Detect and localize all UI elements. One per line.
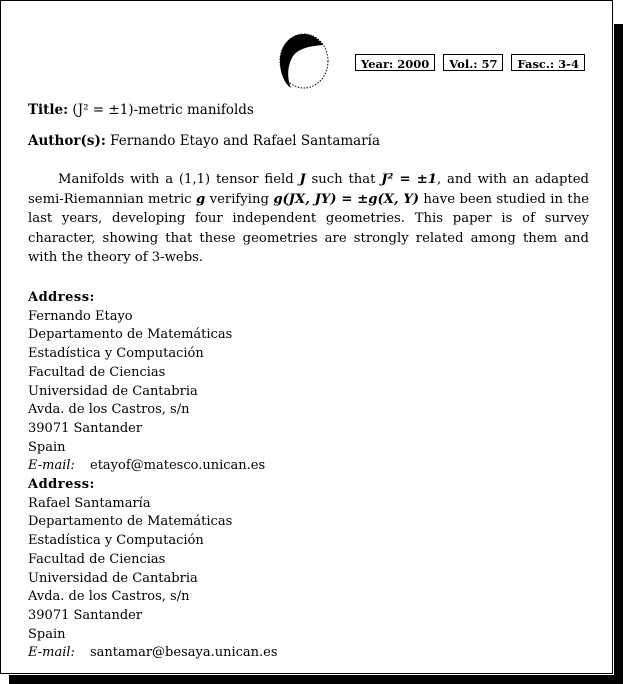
email-label: E-mail: (28, 458, 75, 474)
address-line: Spain (28, 626, 66, 642)
math-formula: g(JX, JY) = ±g(X, Y) (273, 191, 420, 207)
math-J-squared: J² = ±1 (381, 172, 437, 187)
page-shadow-bottom (9, 675, 623, 684)
abstract-text: Manifolds with a (1,1) tensor field (58, 172, 300, 187)
abstract-text: , and with an adapted semi-Riemannian metric (28, 172, 589, 207)
address-heading: Address: (28, 477, 95, 492)
issue-badges (355, 54, 585, 71)
abstract-text: such that (305, 172, 382, 187)
address-heading: Address: (28, 290, 95, 305)
article-title (28, 102, 254, 118)
title-label: Title: (28, 102, 69, 118)
volume-badge: Vol.: 57 (443, 54, 503, 71)
address-line: Departamento de Matemáticas (28, 514, 233, 530)
math-g: g (195, 191, 206, 207)
title-text: (J² = ±1)-metric manifolds (72, 102, 254, 118)
address-line: 39071 Santander (28, 607, 143, 623)
email-row (28, 457, 265, 476)
year-badge: Year: 2000 (355, 54, 435, 71)
address-line: Rafael Santamaría (28, 495, 151, 511)
math-J: J (299, 172, 306, 187)
address-line: Facultad de Ciencias (28, 551, 166, 567)
email-address[interactable]: etayof@matesco.unican.es (90, 458, 266, 474)
address-line: Universidad de Cantabria (28, 570, 198, 586)
journal-logo-icon (277, 32, 331, 90)
address-line: Departamento de Matemáticas (28, 327, 233, 343)
authors-label: Author(s): (28, 133, 106, 149)
address-line: Facultad de Ciencias (28, 364, 166, 380)
article-authors (28, 133, 380, 149)
fascicle-badge: Fasc.: 3-4 (511, 54, 585, 71)
address-block (28, 476, 278, 663)
address-line: 39071 Santander (28, 420, 143, 436)
address-line: Spain (28, 439, 66, 455)
abstract-text: verifying (205, 191, 274, 207)
address-block (28, 289, 265, 476)
abstract-text: have been studied in the last years, developing four independent geometries. This paper is of survey character, showing that these geometries are strongly related among them and with the theory of 3-webs. (28, 191, 590, 265)
address-line: Estadística y Computación (28, 533, 204, 549)
address-line: Avda. de los Castros, s/n (28, 589, 190, 605)
email-address[interactable]: santamar@besaya.unican.es (90, 645, 278, 661)
authors-text: Fernando Etayo and Rafael Santamaría (110, 133, 381, 149)
email-row (28, 644, 278, 663)
address-line: Fernando Etayo (28, 308, 133, 324)
abstract (28, 170, 589, 268)
address-line: Universidad de Cantabria (28, 383, 198, 399)
page-shadow-right (614, 24, 623, 684)
address-line: Avda. de los Castros, s/n (28, 402, 190, 418)
address-line: Estadística y Computación (28, 346, 204, 362)
email-label: E-mail: (28, 645, 75, 661)
